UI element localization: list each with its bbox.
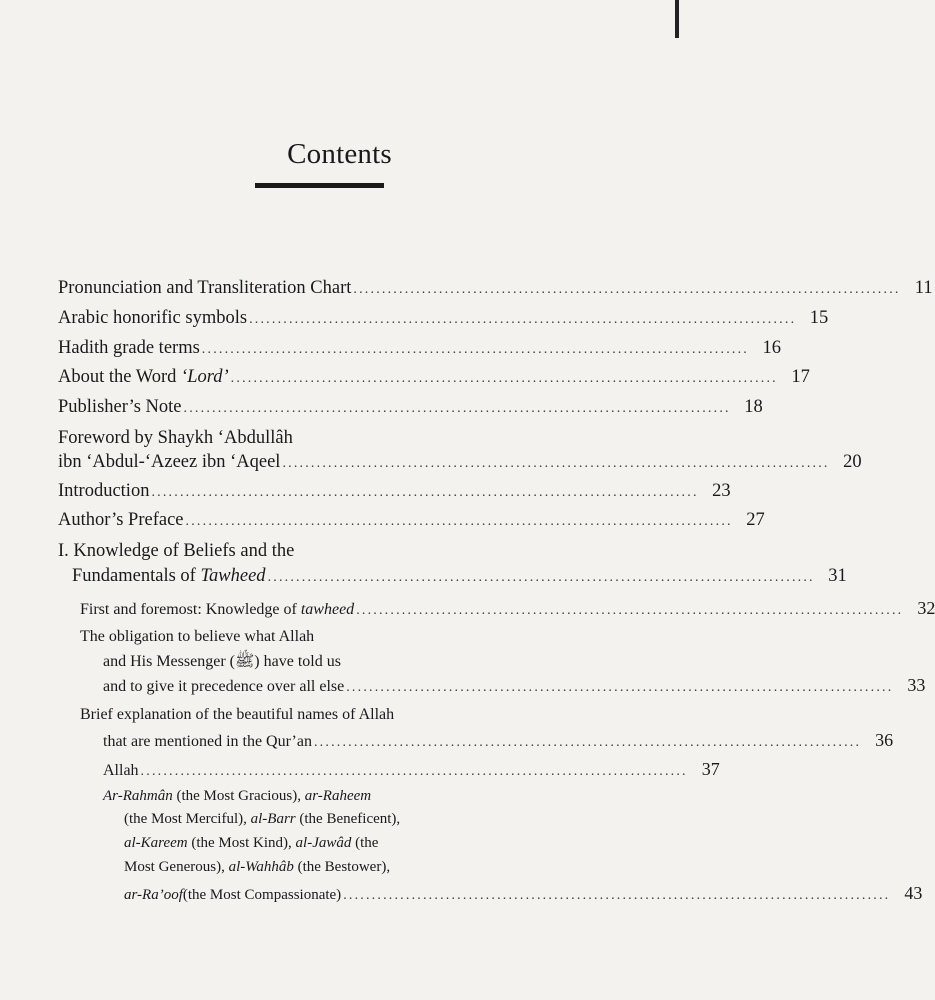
toc-leader-dots: ................................................................................................ — [151, 485, 699, 500]
toc-entry-title-continued: al-Kareem (the Most Kind), al-Jawâd (the — [124, 835, 379, 851]
toc-entry-title-continued: and His Messenger (ﷺ) have told us — [103, 653, 341, 670]
toc-entry-title: I. Knowledge of Beliefs and the — [58, 541, 295, 561]
toc-entry-title: First and foremost: Knowledge of tawheed — [80, 601, 355, 618]
toc-entry-title: Foreword by Shaykh ‘Abdullâh — [58, 428, 293, 448]
toc-page-number: 11 — [914, 278, 933, 298]
toc-leader-dots: ................................................................................................ — [313, 735, 862, 750]
toc-entry-title: Allah — [103, 762, 139, 779]
toc-entry-title-continued: ibn ‘Abdul-‘Azeez ibn ‘Aqeel — [58, 452, 281, 472]
toc-leader-dots: ................................................................................................ — [183, 401, 731, 416]
toc-leader-dots: ................................................................................................ — [343, 888, 891, 903]
toc-leader-dots: ................................................................................................ — [230, 371, 778, 386]
toc-entry-title: Publisher’s Note — [58, 397, 182, 417]
toc-entry-title-continued: ar-Ra’oof(the Most Compassionate) — [124, 887, 342, 903]
toc-entry-title: The obligation to believe what Allah — [80, 628, 315, 645]
toc-page-number: 33 — [907, 675, 926, 695]
toc-leader-dots: ................................................................................................ — [282, 456, 830, 471]
toc-entry-title: Introduction — [58, 481, 150, 501]
toc-page-number: 23 — [712, 481, 731, 501]
toc-page-number: 31 — [828, 566, 847, 586]
page-title: Contents — [287, 138, 392, 170]
toc-entry-title-continued: (the Most Merciful), al-Barr (the Beneficent), — [124, 811, 401, 827]
toc-page-number: 27 — [746, 510, 765, 530]
toc-page-number: 32 — [917, 598, 935, 618]
toc-leader-dots: ................................................................................................ — [346, 680, 894, 695]
toc-entry-title: Arabic honorific symbols — [58, 308, 248, 328]
toc-entry-title: Hadith grade terms — [58, 338, 200, 358]
toc-entry-title-continued: Fundamentals of Tawheed — [72, 566, 266, 586]
toc-entry-title-continued: that are mentioned in the Qur’an — [103, 733, 312, 750]
toc-entry-title-continued: Most Generous), al-Wahhâb (the Bestower), — [124, 859, 391, 875]
toc-page-number: 17 — [791, 367, 810, 387]
toc-page-number: 18 — [744, 397, 763, 417]
page-edge-mark — [675, 0, 679, 38]
toc-page-number: 43 — [904, 883, 923, 903]
toc-leader-dots: ................................................................................................ — [140, 764, 688, 779]
toc-leader-dots: ................................................................................................ — [185, 514, 733, 529]
toc-page-number: 37 — [701, 759, 720, 779]
toc-leader-dots: ................................................................................................ — [249, 312, 797, 327]
toc-page-number: 36 — [875, 730, 894, 750]
title-underline — [255, 183, 384, 188]
toc-entry-title: Author’s Preface — [58, 510, 184, 530]
toc-entry-title: Ar-Rahmân (the Most Gracious), ar-Raheem — [103, 788, 372, 804]
toc-page-number: 15 — [809, 308, 829, 328]
toc-entry-title: About the Word ‘Lord’ — [58, 367, 229, 387]
toc-entry-title: Brief explanation of the beautiful names of Allah — [80, 706, 395, 723]
toc-leader-dots: ................................................................................................ — [353, 282, 901, 297]
toc-page-number: 20 — [843, 452, 862, 472]
toc-leader-dots: ................................................................................................ — [356, 603, 904, 618]
toc-entry-title-continued: and to give it precedence over all else — [103, 678, 345, 695]
toc-leader-dots: ................................................................................................ — [267, 570, 815, 585]
toc-page-number: 16 — [762, 338, 781, 358]
toc-entry-title: Pronunciation and Transliteration Chart — [58, 278, 352, 298]
toc-leader-dots: ................................................................................................ — [201, 342, 749, 357]
